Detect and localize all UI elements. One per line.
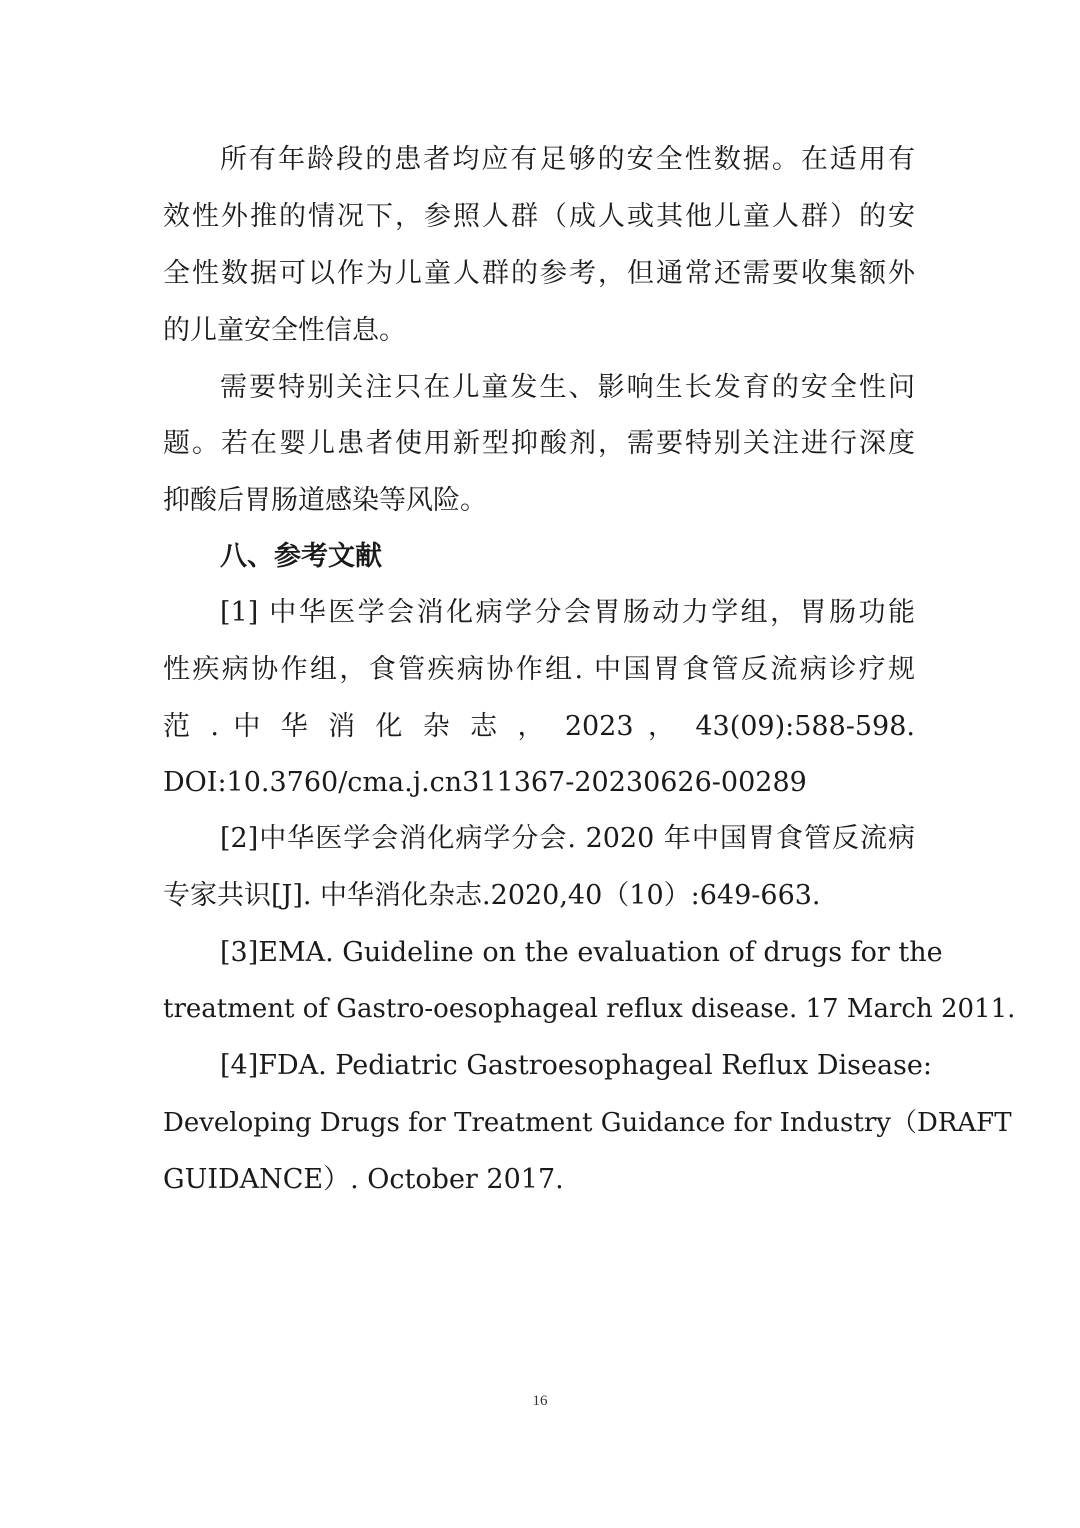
reference-1-line-3: 范 . 中 华 消 化 杂 志 ， 2023 ， 43(09):588-598. [163, 711, 915, 742]
reference-4-line-1: [4]FDA. Pediatric Gastroesophageal Reflux Disease: [220, 1050, 932, 1081]
paragraph-special-attention-line-3: 抑酸后胃肠道感染等风险。 [163, 485, 487, 516]
section-heading-references: 八、参考文献 [220, 541, 382, 572]
paragraph-special-attention-line-2: 题。若在婴儿患者使用新型抑酸剂，需要特别关注进行深度 [163, 428, 915, 459]
reference-3-line-2: treatment of Gastro-oesophageal reflux disease. 17 March 2011. [163, 994, 1016, 1024]
paragraph-safety-line-2: 效性外推的情况下，参照人群（成人或其他儿童人群）的安 [163, 201, 915, 232]
paragraph-safety-line-4: 的儿童安全性信息。 [163, 315, 406, 346]
reference-1-line-4: DOI:10.3760/cma.j.cn311367-20230626-00289 [163, 767, 807, 798]
reference-4-line-3: GUIDANCE）. October 2017. [163, 1164, 564, 1195]
reference-4-line-2: Developing Drugs for Treatment Guidance for Industry（DRAFT [163, 1108, 1012, 1138]
reference-3-line-1: [3]EMA. Guideline on the evaluation of drugs for the [220, 937, 943, 968]
reference-1-line-1: [1] 中华医学会消化病学分会胃肠动力学组，胃肠功能 [220, 597, 915, 628]
paragraph-safety-line-1: 所有年龄段的患者均应有足够的安全性数据。在适用有 [220, 144, 915, 175]
reference-2-line-1: [2]中华医学会消化病学分会. 2020 年中国胃食管反流病 [220, 823, 915, 854]
paragraph-safety-line-3: 全性数据可以作为儿童人群的参考，但通常还需要收集额外 [163, 258, 915, 289]
page-number: 16 [532, 1393, 548, 1409]
reference-2-line-2: 专家共识[J]. 中华消化杂志.2020,40（10）:649-663. [163, 880, 821, 911]
paragraph-special-attention-line-1: 需要特别关注只在儿童发生、影响生长发育的安全性问 [220, 372, 915, 403]
reference-1-line-2: 性疾病协作组，食管疾病协作组. 中国胃食管反流病诊疗规 [163, 654, 915, 685]
